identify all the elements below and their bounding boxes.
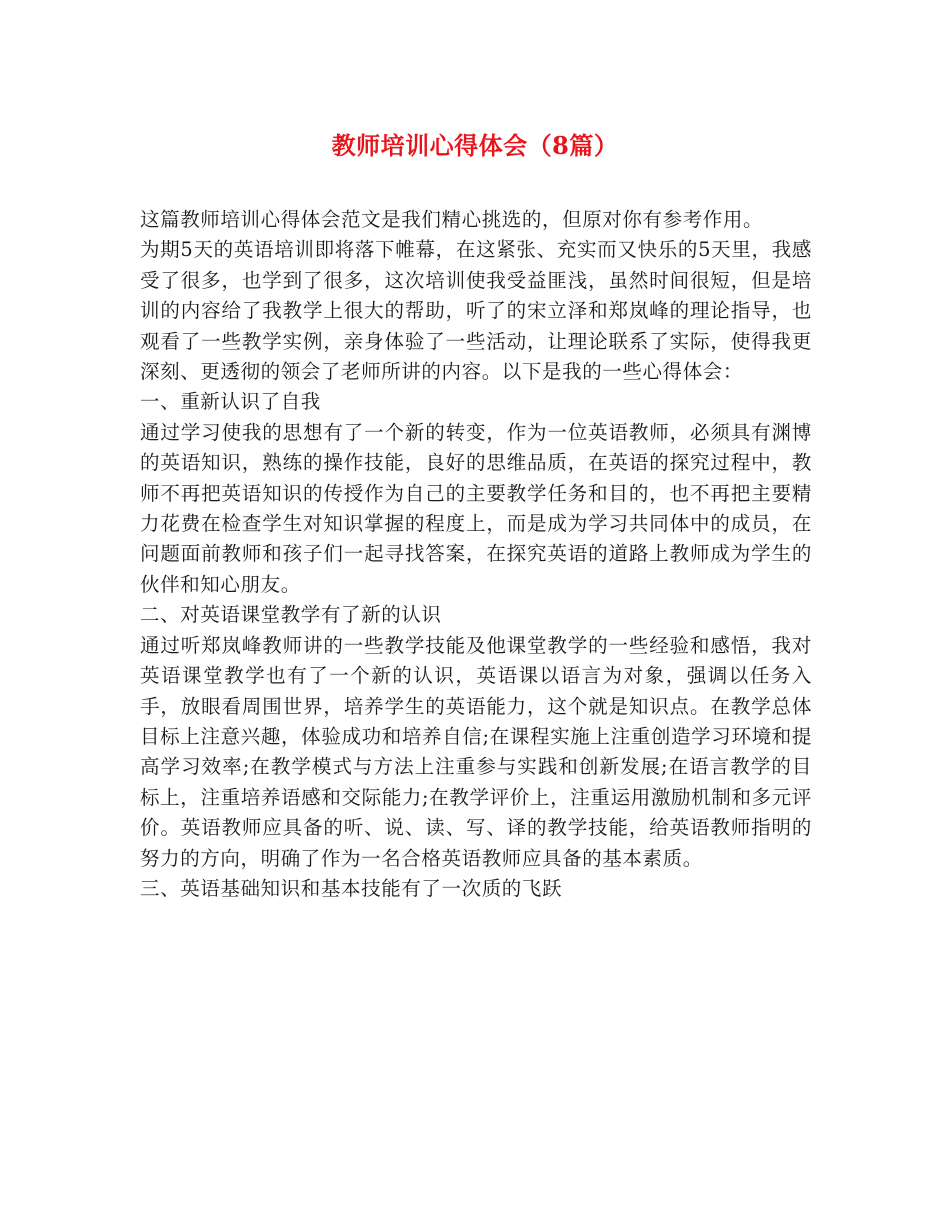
section-1-paragraph: 通过学习使我的思想有了一个新的转变，作为一位英语教师，必须具有渊博的英语知识，熟练的操作技能，良好的思维品质，在英语的探究过程中，教师不再把英语知识的传授作为自己的主要教学任务和目的，也不再把主要精力花费在检查学生对知识掌握的程度上，而是成为学习共同体中的成员，在问题面前教师和孩子们一起寻找答案，在探究英语的道路上教师成为学生的伙伴和知心朋友。 xyxy=(140,420,812,596)
training-summary-paragraph: 为期5天的英语培训即将落下帷幕，在这紧张、充实而又快乐的5天里，我感受了很多，也学到了很多，这次培训使我受益匪浅，虽然时间很短，但是培训的内容给了我教学上很大的帮助，听了的宋立泽和郑岚峰的理论指导，也观看了一些教学实例，亲身体验了一些活动，让理论联系了实际，使得我更深刻、更透彻的领会了老师所讲的内容。以下是我的一些心得体会： xyxy=(140,238,812,384)
section-heading-1: 一、重新认识了自我 xyxy=(140,390,321,414)
intro-paragraph: 这篇教师培训心得体会范文是我们精心挑选的，但原对你有参考作用。 xyxy=(140,208,764,231)
document-body xyxy=(140,205,812,904)
section-heading-2: 二、对英语课堂教学有了新的认识 xyxy=(140,603,442,627)
section-2-paragraph: 通过听郑岚峰教师讲的一些教学技能及他课堂教学的一些经验和感悟，我对英语课堂教学也有了一个新的认识，英语课以语言为对象，强调以任务入手，放眼看周围世界，培养学生的英语能力，这个就是知识点。在教学总体目标上注意兴趣，体验成功和培养自信;在课程实施上注重创造学习环境和提高学习效率;在教学模式与方法上注重参与实践和创新发展;在语言教学的目标上，注重培养语感和交际能力;在教学评价上，注重运用激励机制和多元评价。英语教师应具备的听、说、读、写、译的教学技能，给英语教师指明的努力的方向，明确了作为一名合格英语教师应具备的基本素质。 xyxy=(140,633,812,870)
document-title: 教师培训心得体会（8篇） xyxy=(331,131,619,160)
section-heading-3: 三、英语基础知识和基本技能有了一次质的飞跃 xyxy=(140,876,563,900)
